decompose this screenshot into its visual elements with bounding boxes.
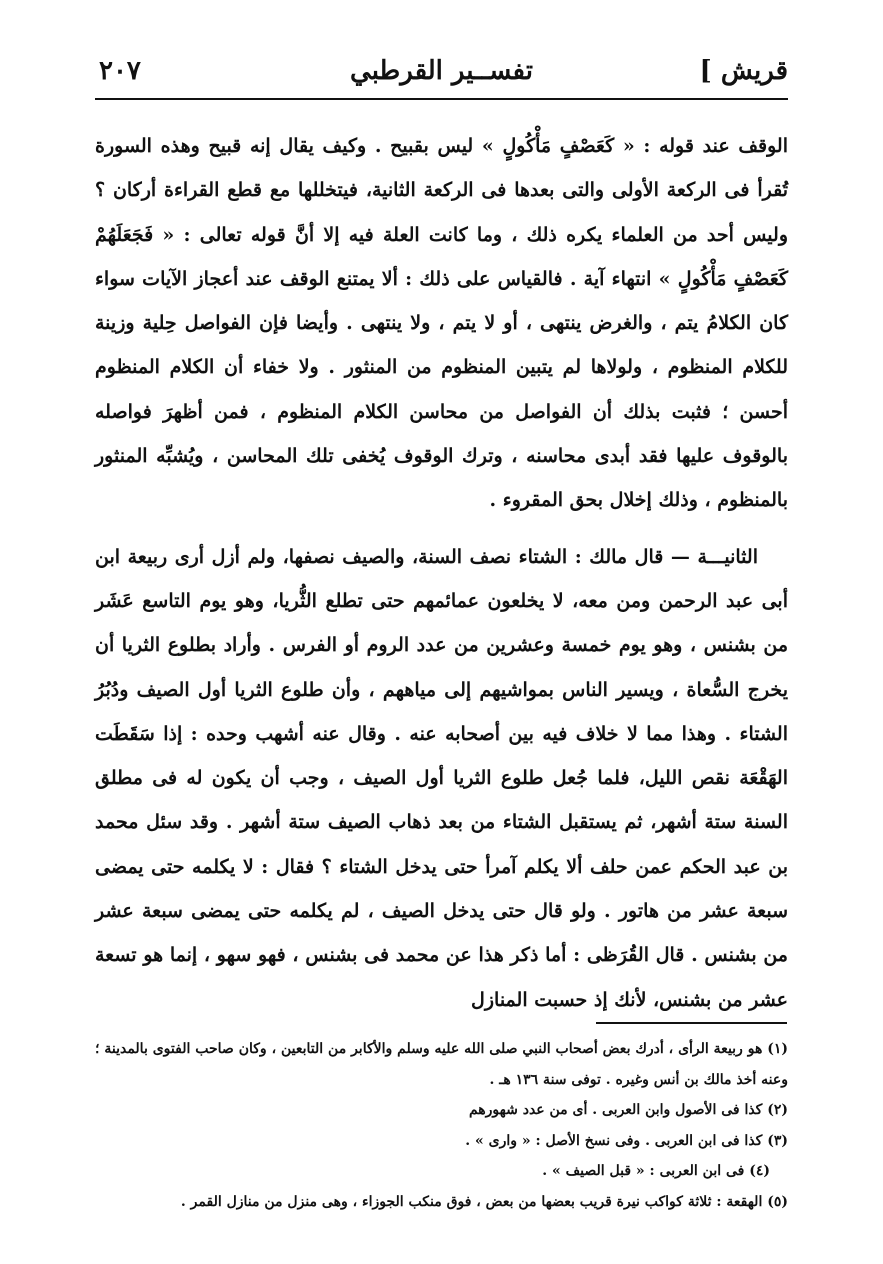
main-text [95, 124, 788, 1022]
footnote-4: (٤) فى ابن العربى : « قبل الصيف » . [542, 1163, 770, 1179]
header-divider [95, 98, 788, 100]
footnote-1: (١) هو ربيعة الرأى ، أدرك بعض أصحاب النبي صلى الله عليه وسلم والأكابر من التابعين ، وكان صاحب الفتوى بالمدينة ؛ وعنه أخذ مالك بن أنس وغيره . توفى سنة ١٣٦ هـ . [95, 1041, 788, 1088]
running-header [95, 52, 788, 94]
footnote-divider [596, 1022, 787, 1024]
paragraph-2: الثانيـــة — قال مالك : الشتاء نصف السنة، والصيف نصفها، ولم أزل أرى ربيعة ابن أبى عبد الرحمن ومن معه، لا يخلعون عمائمهم حتى تطلع الثُّريا، وهو يوم التاسع عَشَر من بشنس ، وهو يوم خمسة وعشرين من عدد الروم أو الفرس . وأراد بطلوع الثريا أن يخرج السُّعاة ، ويسير الناس بمواشيهم إلى مياههم ، وأن طلوع الثريا أول الصيف ودُبُرُ الشتاء . وهذا مما لا خلاف فيه بين أصحابه عنه . وقال عنه أشهب وحده : إذا سَقَطَت الهَقْعَة نقص الليل، فلما جُعل طلوع الثريا أول الصيف ، وجب أن يكون له فى مطلق السنة ستة أشهر، ثم يستقبل الشتاء من بعد ذهاب الصيف ستة أشهر . وقد سئل محمد بن عبد الحكم عمن حلف ألا يكلم آمرأ حتى يدخل الشتاء ؟ فقال : لا يكلمه حتى يمضى سبعة عشر من هاتور . ولو قال حتى يدخل الصيف ، لم يكلمه حتى يمضى سبعة عشر من بشنس . قال القُرَظى : أما ذكر هذا عن محمد فى بشنس ، فهو سهو ، إنما هو تسعة عشر من بشنس، لأنك إذ حسبت المنازل [95, 545, 788, 1011]
footnote-2: (٢) كذا فى الأصول وابن العربى . أى من عدد شهورهم [468, 1102, 788, 1118]
page-title: تفســير القرطبي [350, 56, 533, 86]
footnote-3: (٣) كذا فى ابن العربى . وفى نسخ الأصل : « وارى » . [465, 1132, 788, 1149]
paragraph-1: الوقف عند قوله : « كَعَصْفٍ مَأْكُولٍ » ليس بقبيح . وكيف يقال إنه قبيح وهذه السورة تُقرأ فى الركعة الأولى والتى بعدها فى الركعة الثانية، فيتخللها مع قطع القراءة أركان ؟ وليس أحد من العلماء يكره ذلك ، وما كانت العلة فيه إلا أنَّ قوله تعالى : « فَجَعَلَهُمْ كَعَصْفٍ مَأْكُولٍ » انتهاء آية . فالقياس على ذلك : ألا يمتنع الوقف عند أعجاز الآيات سواء كان الكلامُ يتم ، والغرض ينتهى ، أو لا يتم ، ولا ينتهى . وأيضا فإن الفواصل حِلية وزينة للكلام المنظوم ، ولولاها لم يتبين المنظوم من المنثور . ولا خفاء أن الكلام المنظوم أحسن ؛ فثبت بذلك أن الفواصل من محاسن الكلام المنظوم ، فمن أظهرَ فواصله بالوقوف عليها فقد أبدى محاسنه ، وترك الوقوف يُخفى تلك المحاسن ، ويُشبِّه المنثور بالمنظوم ، وذلك إخلال بحق المقروء . [95, 135, 789, 512]
page-number: ٢٠٧ [99, 56, 141, 86]
section-name: قريش ] [699, 56, 788, 86]
footnotes [95, 1034, 788, 1217]
footnote-5: (٥) الهقعة : ثلاثة كواكب نيرة قريب بعضها من بعض ، فوق منكب الجوزاء ، وهى منزل من منازل القمر . [180, 1193, 788, 1210]
